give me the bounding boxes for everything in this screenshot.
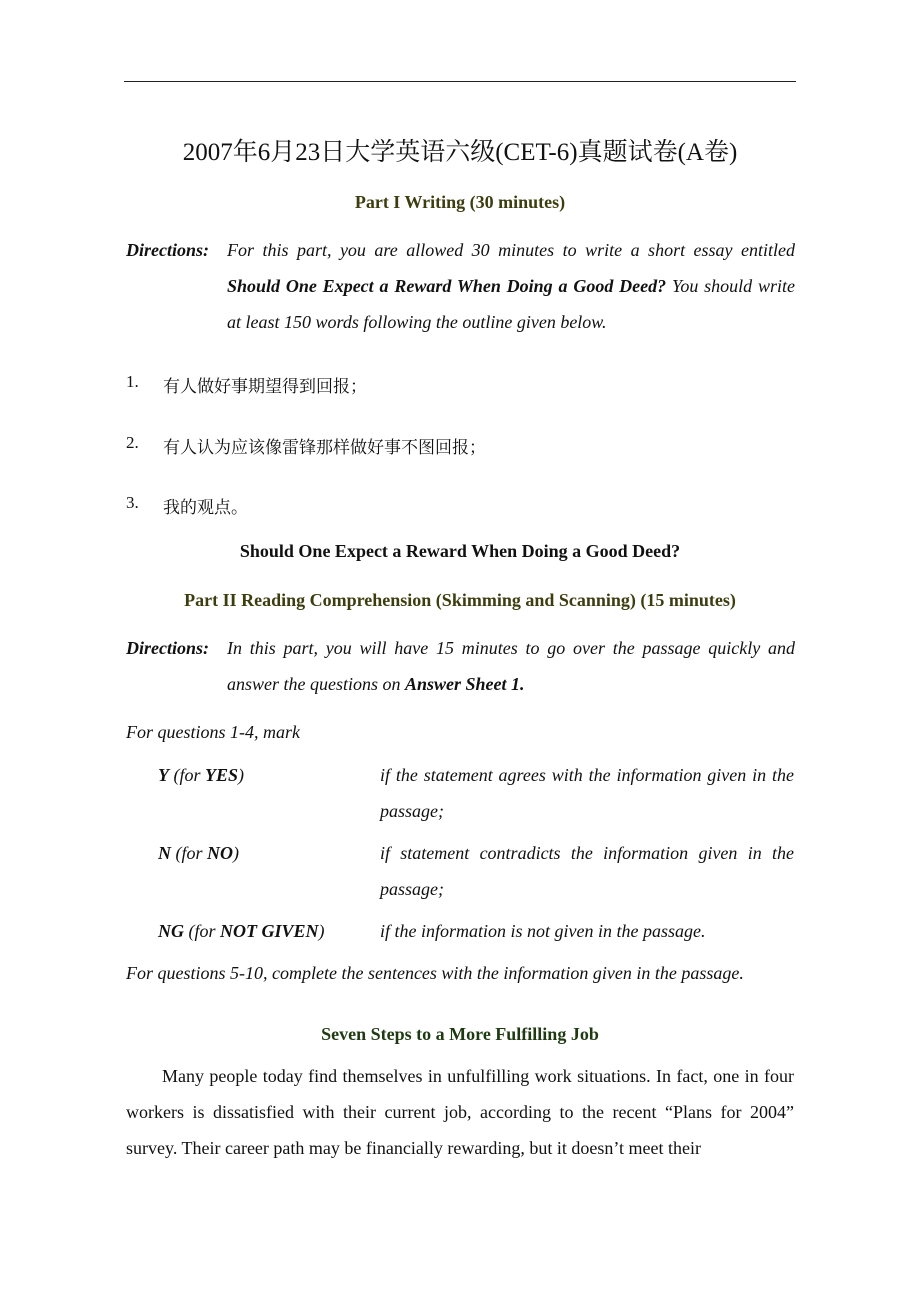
passage-title: Seven Steps to a More Fulfilling Job <box>321 1024 599 1044</box>
essay-title: Should One Expect a Reward When Doing a Good Deed? <box>239 541 681 561</box>
outline-num-2: 2. <box>126 433 139 452</box>
outline-item-1: 有人做好事期望得到回报； <box>163 377 367 397</box>
part1-heading: Part I Writing (30 minutes) <box>354 192 566 212</box>
header-rule <box>124 81 796 82</box>
part2-directions-label: Directions: <box>126 638 209 658</box>
mark-desc-ng: if the information is not given in the passage. <box>380 921 706 941</box>
part1-directions-label: Directions: <box>126 240 209 260</box>
part1-directions-essay-title: Should One Expect a Reward When Doing a Good Deed? <box>227 276 667 296</box>
mark-label-n: N (for NO) <box>158 843 239 863</box>
part1-directions-text-2: You should write at least 150 words following the outline given below. <box>227 276 796 332</box>
part2-heading: Part II Reading Comprehension (Skimming and Scanning) (15 minutes) <box>184 590 736 610</box>
mark-code: N <box>158 843 171 863</box>
questions-5-10-instruction: For questions 5-10, complete the sentences with the information given in the passage. <box>126 963 744 983</box>
mark-label-ng: NG (for NOT GIVEN) <box>158 921 325 941</box>
mark-code: NG <box>158 921 184 941</box>
mark-word: NO <box>207 843 233 863</box>
mark-code: Y <box>158 765 169 785</box>
passage-paragraph-1: Many people today find themselves in unfulfilling work situations. In fact, one in four workers is dissatisfied with their current job, according to the recent “Plans for 2004” survey. Their career path may be financially rewarding, but it doesn’t meet their <box>126 1066 794 1158</box>
part1-directions-text-1: For this part, you are allowed 30 minutes to write a short essay entitled <box>227 240 795 260</box>
outline-item-2: 有人认为应该像雷锋那样做好事不图回报； <box>163 438 486 458</box>
part1-directions <box>227 232 795 340</box>
mark-word: YES <box>205 765 239 785</box>
mark-label-y: Y (for YES) <box>158 765 245 785</box>
questions-intro: For questions 1-4, mark <box>126 722 300 742</box>
mark-desc-n: if statement contradicts the information given in the passage; <box>380 843 794 899</box>
part2-directions <box>227 630 795 702</box>
outline-item-3: 我的观点。 <box>163 498 248 518</box>
mark-desc-y: if the statement agrees with the information given in the passage; <box>380 765 794 821</box>
outline-num-1: 1. <box>126 372 139 391</box>
answer-sheet-ref: Answer Sheet 1. <box>405 674 525 694</box>
page-title: 2007年6月23日大学英语六级(CET-6)真题试卷(A卷) <box>182 139 738 166</box>
mark-word: NOT GIVEN <box>220 921 319 941</box>
outline-num-3: 3. <box>126 493 139 512</box>
part2-directions-text: In this part, you will have 15 minutes to go over the passage quickly and answer the questions on <box>227 638 795 694</box>
